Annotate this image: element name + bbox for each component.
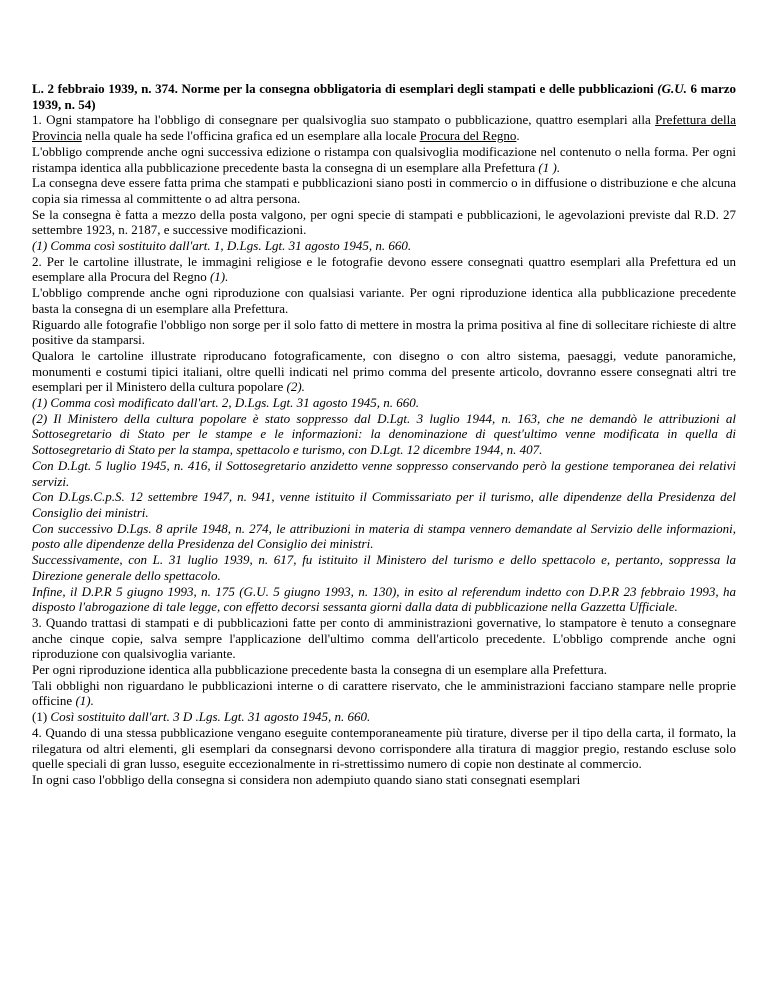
art4-paragraph-1: 4. Quando di una stessa pubblicazione vengano eseguite contemporaneamente più tirature, diverse per il tipo della carta, il formato, la rilegatura od altri elementi, gli esemplari da consegnarsi devono corrispondere alla tiratura di maggior pregio, restando escluse solo quelle speciali di gran lusso, eseguite eccezionalmente in ri-strettissimo numero di copie non destinate al commercio. xyxy=(32,724,736,772)
art3-footnote-1: (1) Così sostituito dall'art. 3 D .Lgs. Lgt. 31 agosto 1945, n. 660. xyxy=(32,709,371,725)
art2-footnote-2: (2) Il Ministero della cultura popolare è stato soppresso dal D.Lgt. 3 luglio 1944, n. 163, che ne demandò le attribuzioni al Sottosegretario di Stato per le stampe e le informazioni: la denominazione di quest'ultimo venne modificata in quella di Sottosegretario di Stato per la stampa, spettacolo e turismo, con D.Lgt. 12 dicembre 1944, n. 407. xyxy=(32,410,736,458)
procura-link[interactable]: Procura del Regno xyxy=(419,128,517,144)
footnote-ref: (1 ). xyxy=(538,159,561,175)
art1-paragraph-3: La consegna deve essere fatta prima che stampati e pubblicazioni siano posti in commercio o in diffusione o distribuzione e che alcuna copia sia rimessa al committente o ad altra persona. xyxy=(32,175,736,206)
law-heading xyxy=(32,81,736,112)
prefettura-link[interactable]: Prefettura della Provincia xyxy=(32,112,736,144)
art3-paragraph-2: Per ogni riproduzione identica alla pubblicazione precedente basta la consegna di un esemplare alla Prefettura. xyxy=(32,662,608,678)
art2-paragraph-3: Riguardo alle fotografie l'obbligo non sorge per il solo fatto di mettere in mostra la prima positiva al fine di sollecitare richieste di altre positive da stamparsi. xyxy=(32,316,736,348)
footnote-ref: (2). xyxy=(286,379,305,395)
art1-paragraph-4: Se la consegna è fatta a mezzo della posta valgono, per ogni specie di stampati e pubblicazioni, le agevolazioni previste dal R.D. 27 settembre 1923, n. 2187, e successive modificazioni. xyxy=(32,206,736,238)
art3-paragraph-3: Tali obblighi non riguardano le pubblicazioni interne o di carattere riservato, che le amministrazioni facciano stampare nelle proprie officine (1). xyxy=(32,677,736,709)
art3-paragraph-1: 3. Quando trattasi di stampati e di pubblicazioni fatte per conto di amministrazioni governative, lo stampatore è tenuto a consegnare anche cinque copie, salva sempre l'applicazione dell'ultimo comma dell'articolo precedente. L'obbligo comprende anche ogni riproduzione con qualsivoglia variante. xyxy=(32,614,736,662)
art2-footnote-5: Con successivo D.Lgs. 8 aprile 1948, n. 274, le attribuzioni in materia di stampa vennero demandate al Servizio delle informazioni, posto alle dipendenze della Presidenza del Consiglio dei ministri. xyxy=(32,520,736,552)
art2-footnote-6: Successivamente, con L. 31 luglio 1939, n. 617, fu istituito il Ministero del turismo e dello spettacolo e, pertanto, soppressa la Direzione generale dello spettacolo. xyxy=(32,552,736,583)
heading-title: L. 2 febbraio 1939, n. 374. Norme per la consegna obbligatoria di esemplari degli stampati e delle pubblicazioni xyxy=(32,81,658,96)
art2-footnote-1: (1) Comma così modificato dall'art. 2, D.Lgs. Lgt. 31 agosto 1945, n. 660. xyxy=(32,395,420,411)
footnote-ref: (1). xyxy=(209,269,229,285)
art2-paragraph-1: 2. Per le cartoline illustrate, le immagini religiose e le fotografie devono essere consegnati quattro esemplari alla Prefettura ed un esemplare alla Procura del Regno (1). xyxy=(32,253,736,285)
art1-paragraph-1: 1. Ogni stampatore ha l'obbligo di consegnare per qualsivoglia suo stampato o pubblicazione, quattro esemplari alla Prefettura della Provincia nella quale ha sede l'officina grafica ed un esemplare alla locale Procura del Regno. xyxy=(32,112,736,144)
art4-paragraph-2: In ogni caso l'obbligo della consegna si considera non adempiuto quando siano stati consegnati esemplari xyxy=(32,771,581,787)
art1-footnote-1: (1) Comma così sostituito dall'art. 1, D.Lgs. Lgt. 31 agosto 1945, n. 660. xyxy=(32,238,412,254)
art2-footnote-3: Con D.Lgt. 5 luglio 1945, n. 416, il Sottosegretario anzidetto venne soppresso conservando però la gestione temporanea dei relativi servizi. xyxy=(32,457,736,489)
art2-footnote-7: Infine, il D.P.R 5 giugno 1993, n. 175 (G.U. 5 giugno 1993, n. 130), in esito al referendum indetto con D.P.R 23 febbraio 1993, ha disposto l'abrogazione di tale legge, con effetto decorsi sessanta giorni dalla data di pubblicazione nella Gazzetta Ufficiale. xyxy=(32,583,736,615)
art2-footnote-4: Con D.Lgs.C.p.S. 12 settembre 1947, n. 941, venne istituito il Commissariato per il turismo, alle dipendenze della Presidenza del Consiglio dei ministri. xyxy=(32,489,736,520)
footnote-ref: (1). xyxy=(75,693,94,709)
heading-gazette-date: 6 marzo 1939, n. 54) xyxy=(32,81,736,112)
art2-paragraph-4: Qualora le cartoline illustrate riproducano fotograficamente, con disegno o con altro sistema, paesaggi, vedute panoramiche, monumenti e costumi tipici italiani, oltre quelli indicati nel primo comma del presente articolo, dovranno essere consegnati altri tre esemplari per il Ministero della cultura popolare (2). xyxy=(32,347,736,395)
art1-paragraph-2: L'obbligo comprende anche ogni successiva edizione o ristampa con qualsivoglia modificazione nel contenuto o nella forma. Per ogni ristampa identica alla pubblicazione precedente basta la consegna di un esemplare alla Prefettura (1 ). xyxy=(32,143,736,175)
art2-paragraph-2: L'obbligo comprende anche ogni riproduzione con qualsiasi variante. Per ogni riproduzione identica alla pubblicazione precedente basta la consegna di un esemplare alla Prefettura. xyxy=(32,285,736,316)
heading-gazette-abbr: (G.U. xyxy=(657,81,687,96)
